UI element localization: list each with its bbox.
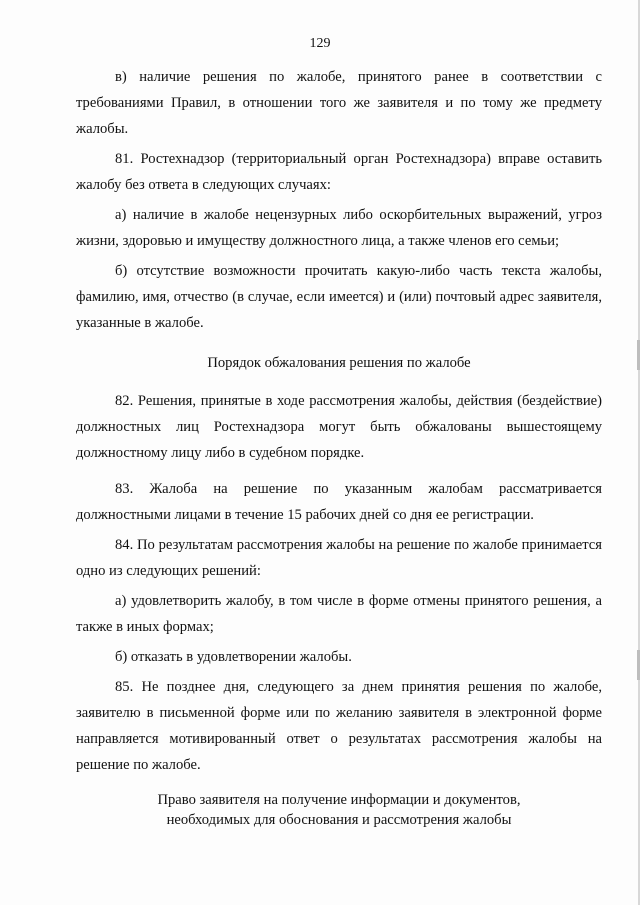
paragraph-84b: б) отказать в удовлетворении жалобы. <box>115 649 352 665</box>
document-body <box>76 64 602 830</box>
paragraph-81: 81. Ростехнадзор (территориальный орган Ростехнадзора) вправе оставить жалобу без ответа в следующих случаях: <box>76 151 602 193</box>
paragraph-83: 83. Жалоба на решение по указанным жалобам рассматривается должностными лицами в течение 15 рабочих дней со дня ее регистрации. <box>76 481 602 523</box>
page-number: 129 <box>309 36 331 51</box>
section-heading-2 <box>76 790 602 830</box>
paragraph-81a: а) наличие в жалобе нецензурных либо оскорбительных выражений, угроз жизни, здоровью и имуществу должностного лица, а также членов его семьи; <box>76 207 602 249</box>
paragraph-84: 84. По результатам рассмотрения жалобы на решение по жалобе принимается одно из следующих решений: <box>76 537 602 579</box>
paragraph-84a: а) удовлетворить жалобу, в том числе в форме отмены принятого решения, а также в иных формах; <box>76 593 602 635</box>
paragraph-82: 82. Решения, принятые в ходе рассмотрения жалобы, действия (бездействие) должностных лиц Ростехнадзора могут быть обжалованы вышестоящему должностному лицу либо в судебном порядке. <box>76 393 602 461</box>
paragraph-81b: б) отсутствие возможности прочитать какую-либо часть текста жалобы, фамилию, имя, отчество (в случае, если имеется) и (или) почтовый адрес заявителя, указанные в жалобе. <box>76 263 602 331</box>
section-heading: Порядок обжалования решения по жалобе <box>207 355 471 371</box>
paragraph-85: 85. Не позднее дня, следующего за днем принятия решения по жалобе, заявителю в письменной форме или по желанию заявителя в электронной форме направляется мотивированный ответ о результатах рассмотрения жалобы на решение по жалобе. <box>76 679 602 773</box>
section-heading-2-line2: необходимых для обоснования и рассмотрения жалобы <box>166 812 512 828</box>
paragraph-80v: в) наличие решения по жалобе, принятого ранее в соответствии с требованиями Правил, в отношении того же заявителя и по тому же предмету жалобы. <box>76 69 602 137</box>
section-heading-2-line1: Право заявителя на получение информации и документов, <box>157 792 521 808</box>
